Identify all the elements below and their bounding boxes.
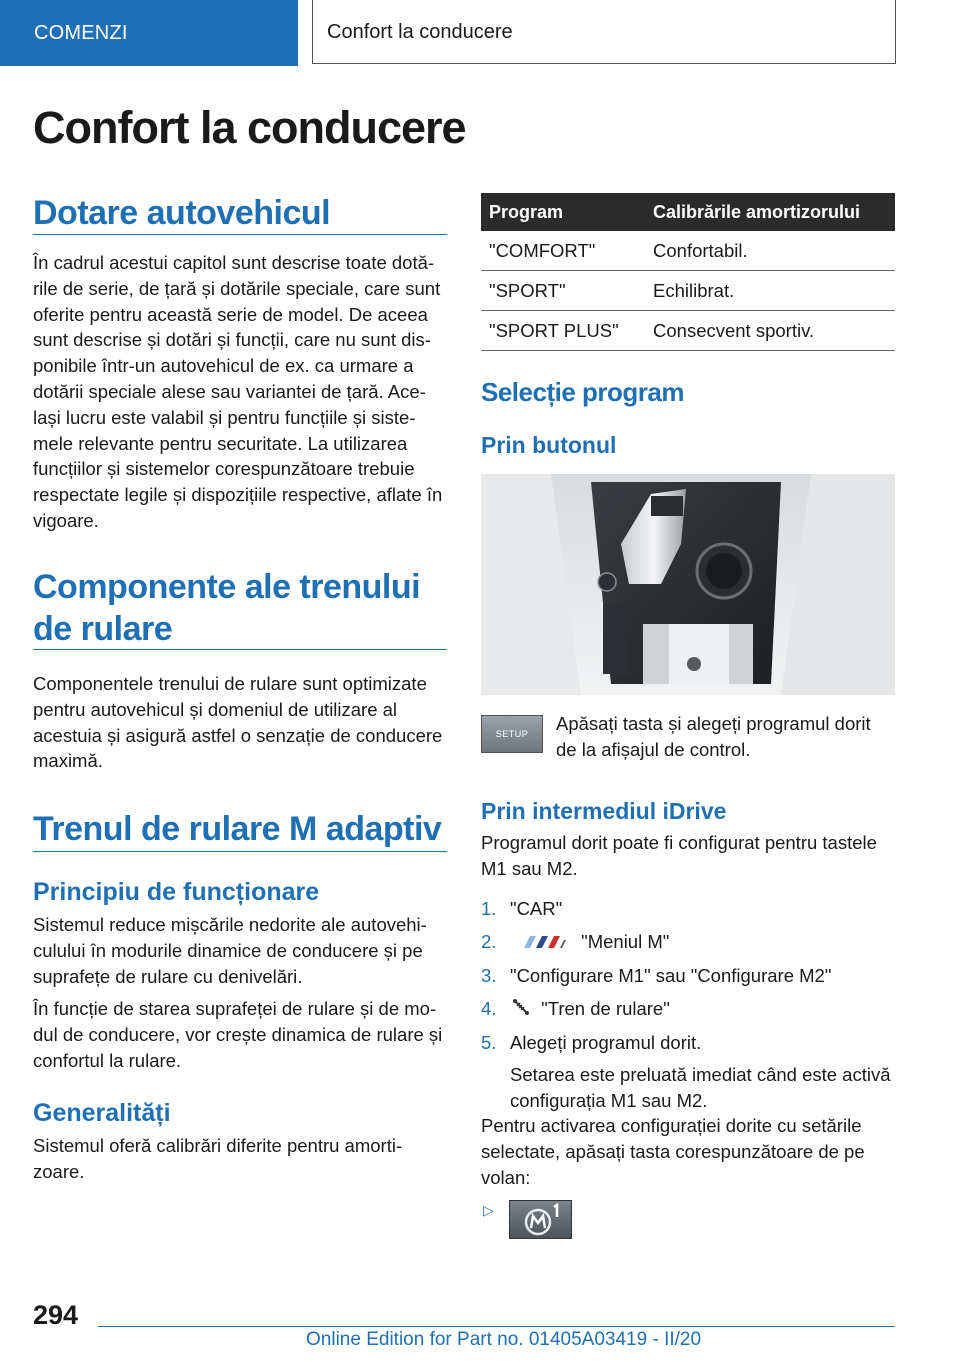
section-rule (33, 234, 447, 235)
step-note: Setarea este preluată imediat când este activă configurația M1 sau M2. (510, 1064, 891, 1112)
dotare-paragraph: În cadrul acestui capitol sunt descrise toate dotările de serie, de țară și dotările speciale, care sunt oferite pentru această serie de model. De aceea sunt descrise și dotări și funcții, care nu sunt disponibile într-un autovehicul de ex. ca urmare a dotării speciale alese sau variantei de țară. Același lucru este valabil și pentru funcțiile și sistemele relevante pentru securitate. La utilizarea funcțiilor și sistemelor corespunzătoare trebuie respectate legile și dispozițiile respective, aflate în vigoare. (33, 252, 443, 531)
step-text: "Meniul M" (581, 930, 670, 952)
center-console-photo (481, 474, 895, 695)
damper-calibration-table (481, 193, 895, 351)
page-title: Confort la conducere (33, 102, 466, 153)
section-rule (33, 851, 447, 852)
step-number: 3. (481, 964, 497, 986)
arrow-marker: ▷ (483, 1202, 494, 1218)
generalitati-paragraph: Sistemul oferă calibrări diferite pentru amortizoare. (33, 1135, 403, 1182)
list-item (481, 963, 895, 989)
buton-paragraph: Apăsați tasta și alegeți programul dorit de la afișajul de control. (556, 713, 871, 760)
step-text: "Tren de rulare" (541, 997, 670, 1019)
m1-button-icon (509, 1200, 572, 1239)
table-cell: Confortabil. (645, 231, 895, 271)
activare-paragraph: Pentru activarea configurației dorite cu setările selectate, apăsați tasta corespunzătoare de pe volan: (481, 1115, 865, 1188)
list-item (481, 996, 895, 1023)
table-row (481, 271, 895, 311)
m-logo-icon (522, 930, 568, 956)
page-number: 294 (33, 1300, 79, 1330)
section-rule (33, 649, 447, 650)
step-number: 4. (481, 997, 497, 1019)
table-header-row (481, 193, 895, 231)
subsection-title-generalitati: Generalități (33, 1099, 171, 1127)
componente-paragraph: Componentele trenului de rulare sunt optimizate pentru autovehicul și domeniul de utilizare al acestuia și asigură astfel o senzație de conducere maximă. (33, 673, 443, 772)
footer-edition: Online Edition for Part no. 01405A03419 - II/20 (306, 1329, 702, 1350)
principiu-paragraph-2: În funcție de starea suprafeței de rulare și de modul de conducere, vor crește dinamica de rulare și confortul la rulare. (33, 998, 443, 1071)
step-text: Alegeți programul dorit. (510, 1031, 702, 1053)
table-cell: "SPORT PLUS" (481, 311, 645, 351)
idrive-steps-list (481, 896, 895, 1121)
subsection-title-idrive: Prin intermediul iDrive (481, 798, 727, 824)
table-row (481, 311, 895, 351)
section-title-dotare: Dotare autovehicul (33, 194, 331, 232)
step-text: "CAR" (510, 898, 563, 919)
setup-button-image: SETUP (481, 715, 543, 753)
chapter-tab: Confort la conducere (312, 0, 896, 64)
step-number: 1. (481, 898, 497, 919)
table-header-cell: Calibrările amortizorului (645, 193, 895, 231)
table-cell: "SPORT" (481, 271, 645, 311)
table-header-cell: Program (481, 193, 645, 231)
center-console-illustration (481, 474, 895, 695)
list-item (481, 896, 895, 922)
table-cell: Consecvent sportiv. (645, 311, 895, 351)
table-cell: "COMFORT" (481, 231, 645, 271)
subsection-title-buton: Prin butonul (481, 432, 617, 458)
section-title-componente: Componente ale trenului de rulare (33, 568, 421, 648)
list-item (481, 929, 895, 956)
step-number: 2. (481, 930, 497, 952)
subsection-title-principiu: Principiu de funcționare (33, 878, 320, 906)
table-cell: Echilibrat. (645, 271, 895, 311)
section-title-tren: Trenul de rulare M adaptiv (33, 810, 442, 848)
section-title-selectie: Selecție program (481, 377, 684, 407)
step-text: "Configurare M1" sau "Configurare M2" (510, 964, 832, 986)
suspension-icon (512, 997, 530, 1023)
table-row (481, 231, 895, 271)
principiu-paragraph-1: Sistemul reduce mișcările nedorite ale autovehiculului în modurile dinamice de conducere și pe suprafețe de rulare cu denivelări. (33, 914, 427, 987)
section-tab: COMENZI (0, 0, 298, 66)
step-number: 5. (481, 1031, 497, 1053)
idrive-paragraph: Programul dorit poate fi configurat pentru tastele M1 sau M2. (481, 832, 877, 879)
footer-rule (98, 1326, 895, 1327)
list-item (481, 1030, 895, 1114)
